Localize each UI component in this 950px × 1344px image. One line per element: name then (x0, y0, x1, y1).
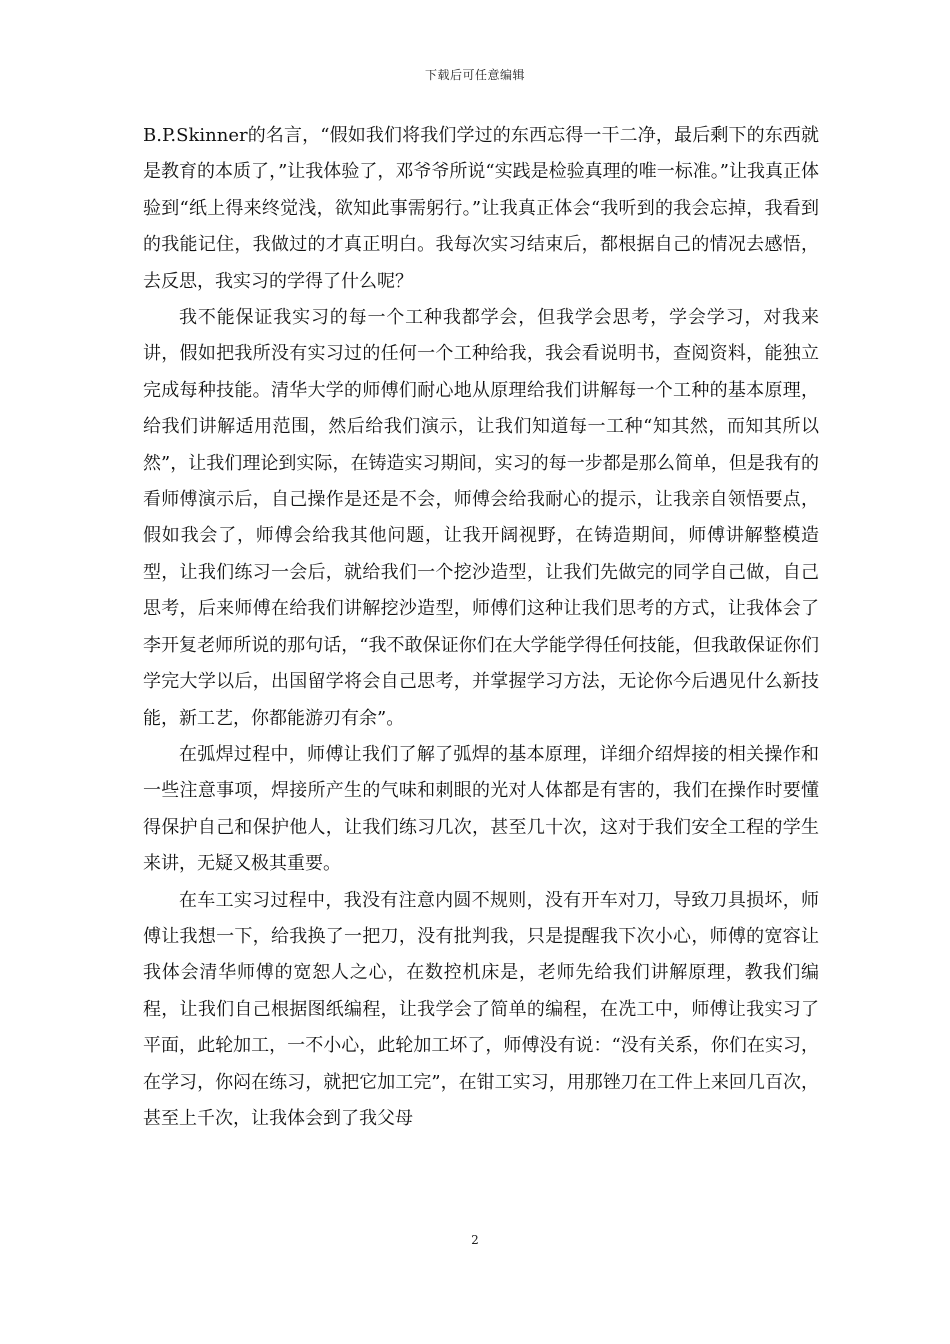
paragraph-4: 在车工实习过程中，我没有注意内圆不规则，没有开车对刀，导致刀具损坏，师傅让我想一下，给我换了一把刀，没有批判我，只是提醒我下次小心，师傅的宽容让我体会清华师傅的宽恕人之心，在数控机床是，老师先给我们讲解原理，教我们编程，让我们自己根据图纸编程，让我学会了简单的编程，在冼工中，师傅让我实习了平面，此轮加工，一不小心，此轮加工坏了，师傅没有说：“没有关系，你们在实习，在学习，你闷在练习，就把它加工完”，在钳工实习，用那锉刀在工件上来回几百次，甚至上千次，让我体会到了我父母 (143, 889, 819, 1129)
page-header: 下载后可任意编辑 (424, 68, 525, 82)
paragraph-3: 在弧焊过程中，师傅让我们了解了弧焊的基本原理，详细介绍焊接的相关操作和一些注意事项，焊接所产生的气味和刺眼的光对人体都是有害的，我们在操作时要懂得保护自己和保护他人，让我们练习几次，甚至几十次，这对于我们安全工程的学生来讲，无疑又极其重要。 (143, 743, 819, 875)
document-body (143, 118, 819, 1137)
paragraph-1: B.P.Skinner的名言，“假如我们将我们学过的东西忘得一干二净，最后剩下的东西就是教育的本质了，”让我体验了，邓爷爷所说“实践是检验真理的唯一标准。”让我真正体验到“纸上得来终觉浅，欲知此事需躬行。”让我真正体会“我听到的我会忘掉，我看到的我能记住，我做过的才真正明白。我每次实习结束后，都根据自己的情况去感悟，去反思，我实习的学得了什么呢？ (143, 125, 819, 292)
paragraph-2: 我不能保证我实习的每一个工种我都学会，但我学会思考，学会学习，对我来讲，假如把我所没有实习过的任何一个工种给我，我会看说明书，查阅资料，能独立完成每种技能。清华大学的师傅们耐心地从原理给我们讲解每一个工种的基本原理，给我们讲解适用范围，然后给我们演示，让我们知道每一工种“知其然，而知其所以然”，让我们理论到实际，在铸造实习期间，实习的每一步都是那么简单，但是我有的看师傅演示后，自己操作是还是不会，师傅会给我耐心的提示，让我亲自领悟要点，假如我会了，师傅会给我其他问题，让我开阔视野，在铸造期间，师傅讲解整模造型，让我们练习一会后，就给我们一个挖沙造型，让我们先做完的同学自己做，自己思考，后来师傅在给我们讲解挖沙造型，师傅们这种让我们思考的方式，让我体会了李开复老师所说的那句话，“我不敢保证你们在大学能学得任何技能，但我敢保证你们学完大学以后，出国留学将会自己思考，并掌握学习方法，无论你今后遇见什么新技能，新工艺，你都能游刃有余”。 (143, 307, 819, 729)
page-number: 2 (471, 1233, 479, 1247)
